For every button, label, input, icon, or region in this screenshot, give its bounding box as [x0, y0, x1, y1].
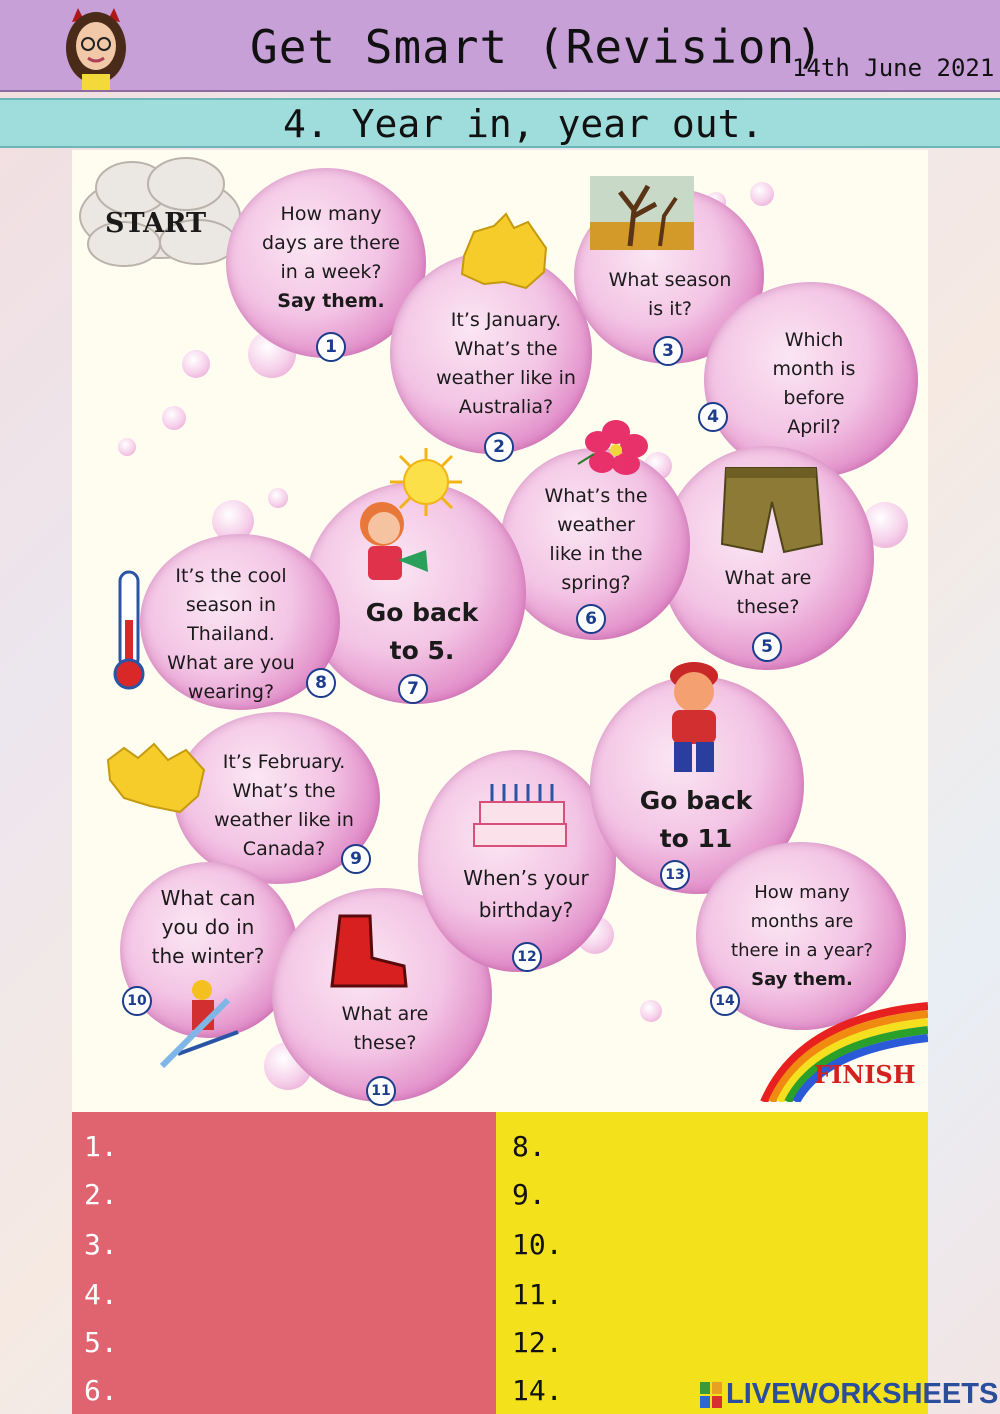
square-text-13: Go back to 11: [639, 786, 753, 853]
birthday-cake-icon: [470, 780, 570, 850]
square-number-11: 11: [366, 1076, 396, 1106]
square-text-6: What’s the weather like in the spring?: [544, 485, 648, 594]
answer-label-5: 5.: [84, 1326, 118, 1359]
square-text-8: It’s the cool season in Thailand. What are you wearing?: [167, 565, 295, 703]
square-number-5: 5: [752, 632, 782, 662]
shorts-icon: [718, 464, 826, 556]
square-number-13: 13: [660, 860, 690, 890]
square-text-9: It’s February. What’s the weather like in Canada?: [214, 751, 354, 860]
square-text-11: What are these?: [341, 1003, 429, 1054]
page-date: 14th June 2021: [792, 54, 995, 82]
square-text-7: Go back to 5.: [365, 598, 479, 665]
flower-icon: [576, 418, 650, 476]
square-text-2: It’s January. What’s the weather like in Australia?: [436, 309, 576, 418]
square-number-7: 7: [398, 674, 428, 704]
decor-bubble: [268, 488, 288, 508]
cold-boy-icon: [656, 656, 732, 780]
canada-map-icon: [104, 740, 208, 816]
square-number-3: 3: [653, 336, 683, 366]
decor-bubble: [750, 182, 774, 206]
finish-label: FINISH: [814, 1060, 916, 1089]
answer-label-6: 6.: [84, 1374, 118, 1407]
australia-map-icon: [454, 212, 552, 296]
square-number-8: 8: [306, 668, 336, 698]
answer-label-11: 11.: [512, 1278, 563, 1311]
answer-label-9: 9.: [512, 1178, 546, 1211]
skier-icon: [158, 970, 242, 1068]
thermometer-icon: [112, 570, 148, 692]
square-number-2: 2: [484, 432, 514, 462]
square-text-12: When’s your birthday?: [463, 866, 589, 922]
autumn-tree-icon: [590, 176, 694, 250]
decor-bubble: [162, 406, 186, 430]
avatar-icon: [58, 6, 134, 90]
liveworksheets-logo-icon: [700, 1382, 722, 1408]
answer-label-1: 1.: [84, 1130, 118, 1163]
answer-label-8: 8.: [512, 1130, 546, 1163]
square-text-4: Which month is before April?: [772, 329, 856, 438]
square-text-1: How many days are there in a week? Say them.: [262, 203, 400, 312]
brand-label[interactable]: LIVEWORKSHEETS: [726, 1378, 999, 1410]
decor-bubble: [182, 350, 210, 378]
square-text-3: What season is it?: [608, 269, 732, 320]
decor-bubble: [640, 1000, 662, 1022]
boots-icon: [322, 912, 418, 990]
square-text-5: What are these?: [724, 567, 812, 618]
start-label: START: [105, 208, 207, 239]
answers-right-panel: [496, 1112, 928, 1414]
page-title: Get Smart (Revision): [250, 20, 824, 74]
decor-bubble: [118, 438, 136, 456]
square-number-4: 4: [698, 402, 728, 432]
square-number-12: 12: [512, 942, 542, 972]
square-text-14: How many months are there in a year? Say them.: [731, 882, 873, 990]
square-number-14: 14: [710, 986, 740, 1016]
answer-label-12: 12.: [512, 1326, 563, 1359]
answers-left-panel: [72, 1112, 496, 1414]
square-number-9: 9: [341, 844, 371, 874]
square-number-6: 6: [576, 604, 606, 634]
answer-label-4: 4.: [84, 1278, 118, 1311]
hot-girl-icon: [342, 494, 432, 588]
page-subtitle: 4. Year in, year out.: [283, 102, 764, 146]
answer-label-3: 3.: [84, 1228, 118, 1261]
answer-label-14: 14.: [512, 1374, 563, 1407]
answer-label-10: 10.: [512, 1228, 563, 1261]
answer-label-2: 2.: [84, 1178, 118, 1211]
square-text-10: What can you do in the winter?: [151, 886, 265, 968]
square-number-10: 10: [122, 986, 152, 1016]
square-number-1: 1: [316, 332, 346, 362]
